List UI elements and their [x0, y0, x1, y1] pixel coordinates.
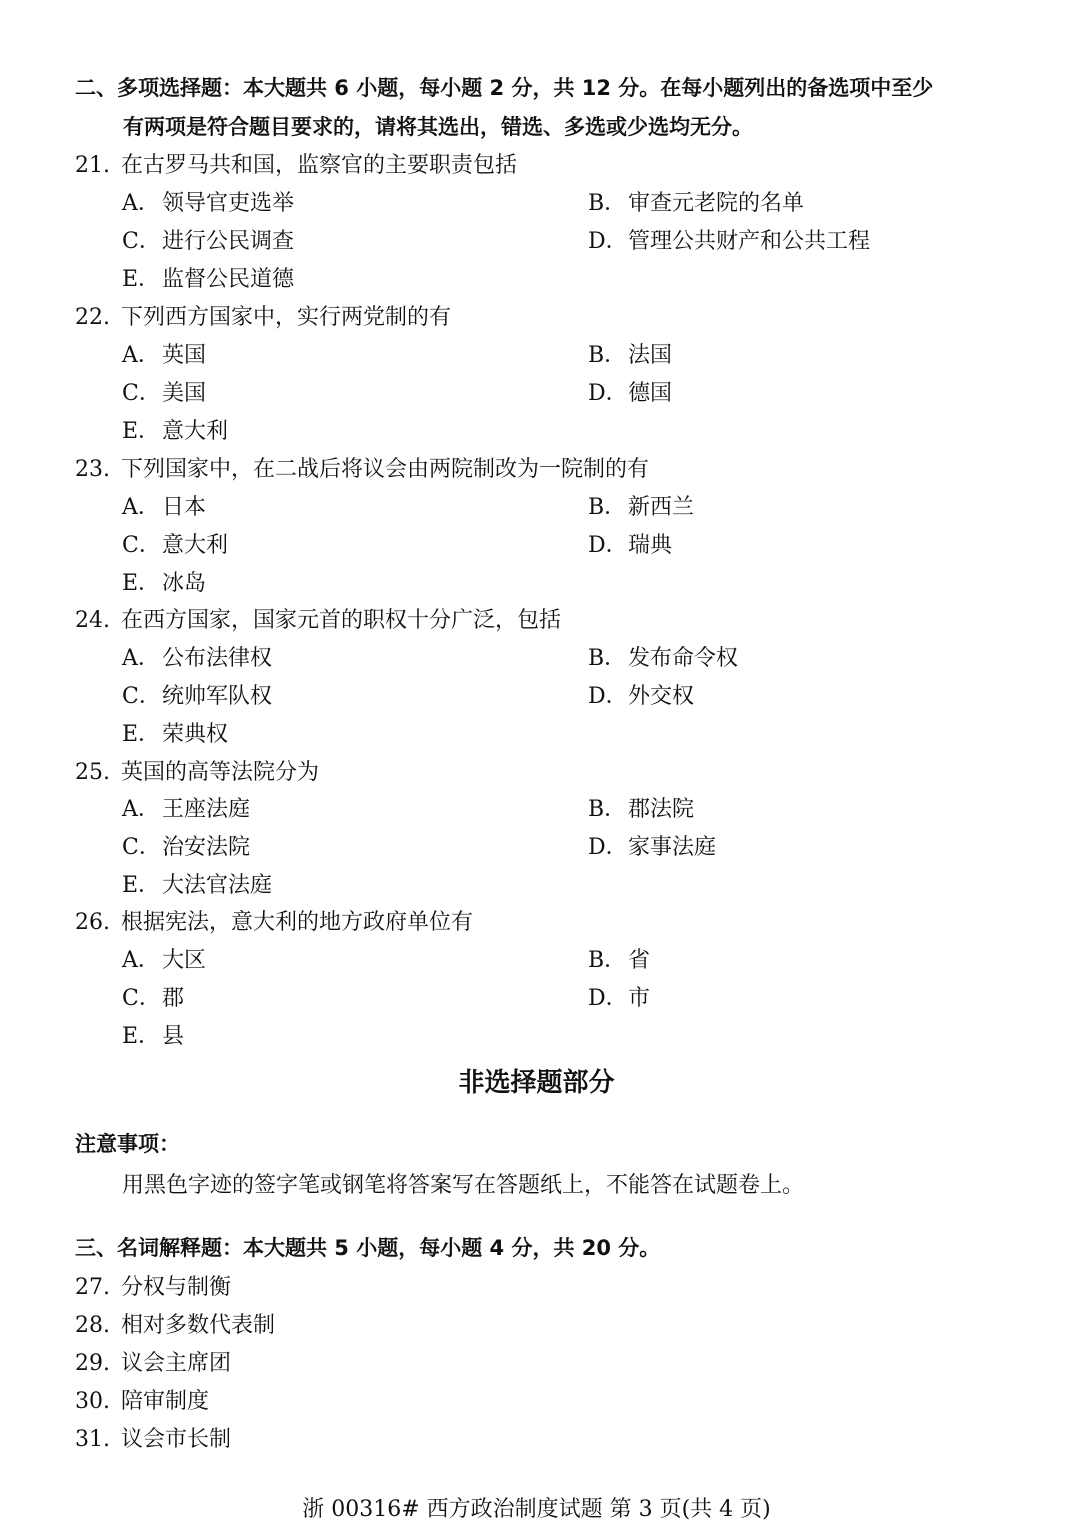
option-letter: D． — [588, 229, 628, 254]
option-letter: D． — [588, 835, 628, 860]
option-letter: C． — [122, 986, 161, 1011]
option-26-e — [122, 1019, 184, 1050]
option-text: 发布命令权 — [628, 646, 739, 671]
section3-heading: 三、名词解释题：本大题共 5 小题，每小题 4 分，共 20 分。 — [75, 1236, 661, 1260]
option-22-e — [122, 414, 228, 445]
option-text: 荣典权 — [162, 722, 229, 747]
option-text: 家事法庭 — [628, 835, 717, 860]
question-text: 在西方国家，国家元首的职权十分广泛，包括 — [121, 608, 562, 633]
option-24-a — [122, 641, 272, 672]
option-letter: D． — [588, 381, 628, 406]
option-text: 日本 — [162, 495, 207, 520]
option-text: 德国 — [628, 381, 673, 406]
option-letter: B． — [588, 191, 627, 216]
section2-heading-line1: 二、多项选择题：本大题共 6 小题，每小题 2 分，共 12 分。在每小题列出的备选项中至少 — [75, 76, 934, 100]
option-text: 外交权 — [628, 684, 695, 709]
option-21-c — [122, 224, 294, 255]
option-text: 法国 — [628, 343, 673, 368]
option-letter: A． — [122, 948, 160, 973]
question-26 — [75, 905, 473, 936]
option-text: 意大利 — [162, 533, 229, 558]
option-21-a — [122, 186, 294, 217]
question-23 — [75, 452, 649, 483]
option-letter: D． — [588, 533, 628, 558]
term-27 — [75, 1270, 231, 1301]
option-25-d — [588, 830, 716, 861]
question-text: 根据宪法，意大利的地方政府单位有 — [121, 910, 474, 935]
option-text: 瑞典 — [628, 533, 673, 558]
question-text: 英国的高等法院分为 — [121, 760, 320, 785]
option-letter: C． — [122, 229, 161, 254]
option-text: 大法官法庭 — [162, 873, 273, 898]
option-letter: E． — [122, 267, 161, 292]
item-text: 相对多数代表制 — [121, 1313, 276, 1338]
option-letter: C． — [122, 533, 161, 558]
option-25-b — [588, 792, 694, 823]
option-text: 管理公共财产和公共工程 — [628, 229, 871, 254]
option-24-e — [122, 717, 228, 748]
question-22 — [75, 300, 451, 331]
option-letter: A． — [122, 797, 160, 822]
option-letter: E． — [122, 873, 161, 898]
notice-text: 用黑色字迹的签字笔或钢笔将答案写在答题纸上，不能答在试题卷上。 — [122, 1173, 805, 1198]
option-26-c — [122, 981, 184, 1012]
page-footer: 浙 00316# 西方政治制度试题 第 3 页(共 4 页) — [302, 1497, 771, 1522]
option-text: 意大利 — [162, 419, 229, 444]
option-text: 大区 — [162, 948, 207, 973]
option-text: 郡 — [162, 986, 185, 1011]
option-text: 郡法院 — [628, 797, 695, 822]
item-text: 议会市长制 — [121, 1427, 232, 1452]
item-number: 27. — [75, 1275, 110, 1300]
item-text: 陪审制度 — [121, 1389, 210, 1414]
option-letter: E． — [122, 571, 161, 596]
question-text: 下列西方国家中，实行两党制的有 — [121, 305, 452, 330]
option-letter: B． — [588, 343, 627, 368]
option-21-e — [122, 262, 294, 293]
option-23-d — [588, 528, 672, 559]
option-23-a — [122, 490, 206, 521]
option-23-b — [588, 490, 694, 521]
option-24-b — [588, 641, 738, 672]
option-text: 美国 — [162, 381, 207, 406]
question-text: 在古罗马共和国，监察官的主要职责包括 — [121, 153, 518, 178]
question-text: 下列国家中，在二战后将议会由两院制改为一院制的有 — [121, 457, 650, 482]
option-letter: D． — [588, 986, 628, 1011]
question-number: 21. — [75, 153, 110, 178]
option-letter: A． — [122, 646, 160, 671]
option-text: 英国 — [162, 343, 207, 368]
option-text: 审查元老院的名单 — [628, 191, 805, 216]
item-text: 分权与制衡 — [121, 1275, 232, 1300]
option-text: 县 — [162, 1024, 185, 1049]
section2-heading-line2: 有两项是符合题目要求的，请将其选出，错选、多选或少选均无分。 — [123, 115, 753, 139]
option-text: 市 — [628, 986, 651, 1011]
item-number: 28. — [75, 1313, 110, 1338]
question-number: 26. — [75, 910, 110, 935]
item-number: 30. — [75, 1389, 110, 1414]
term-30 — [75, 1384, 209, 1415]
question-21 — [75, 148, 517, 179]
option-text: 省 — [628, 948, 651, 973]
item-number: 31. — [75, 1427, 110, 1452]
item-number: 29. — [75, 1351, 110, 1376]
option-letter: B． — [588, 948, 627, 973]
item-text: 议会主席团 — [121, 1351, 232, 1376]
option-letter: B． — [588, 646, 627, 671]
option-23-e — [122, 566, 206, 597]
option-26-a — [122, 943, 206, 974]
option-21-d — [588, 224, 870, 255]
option-letter: A． — [122, 495, 160, 520]
option-letter: C． — [122, 835, 161, 860]
option-letter: B． — [588, 797, 627, 822]
option-text: 统帅军队权 — [162, 684, 273, 709]
term-28 — [75, 1308, 275, 1339]
option-text: 治安法院 — [162, 835, 251, 860]
option-21-b — [588, 186, 804, 217]
option-letter: C． — [122, 381, 161, 406]
option-26-d — [588, 981, 650, 1012]
question-number: 22. — [75, 305, 110, 330]
option-text: 冰岛 — [162, 571, 207, 596]
term-29 — [75, 1346, 231, 1377]
option-letter: A． — [122, 191, 160, 216]
option-24-d — [588, 679, 694, 710]
option-text: 领导官吏选举 — [162, 191, 295, 216]
option-23-c — [122, 528, 228, 559]
option-letter: D． — [588, 684, 628, 709]
question-25 — [75, 755, 319, 786]
option-25-e — [122, 868, 272, 899]
option-25-c — [122, 830, 250, 861]
question-number: 23. — [75, 457, 110, 482]
option-letter: A． — [122, 343, 160, 368]
option-22-d — [588, 376, 672, 407]
option-letter: E． — [122, 1024, 161, 1049]
part-title: 非选择题部分 — [458, 1068, 615, 1098]
option-22-c — [122, 376, 206, 407]
option-letter: B． — [588, 495, 627, 520]
option-text: 监督公民道德 — [162, 267, 295, 292]
option-letter: E． — [122, 419, 161, 444]
option-text: 新西兰 — [628, 495, 695, 520]
option-text: 进行公民调查 — [162, 229, 295, 254]
option-text: 王座法庭 — [162, 797, 251, 822]
option-letter: C． — [122, 684, 161, 709]
option-25-a — [122, 792, 250, 823]
option-letter: E． — [122, 722, 161, 747]
question-number: 24. — [75, 608, 110, 633]
notice-title: 注意事项： — [75, 1132, 180, 1156]
question-number: 25. — [75, 760, 110, 785]
option-22-a — [122, 338, 206, 369]
term-31 — [75, 1422, 231, 1453]
question-24 — [75, 603, 561, 634]
option-22-b — [588, 338, 672, 369]
option-24-c — [122, 679, 272, 710]
option-26-b — [588, 943, 650, 974]
option-text: 公布法律权 — [162, 646, 273, 671]
